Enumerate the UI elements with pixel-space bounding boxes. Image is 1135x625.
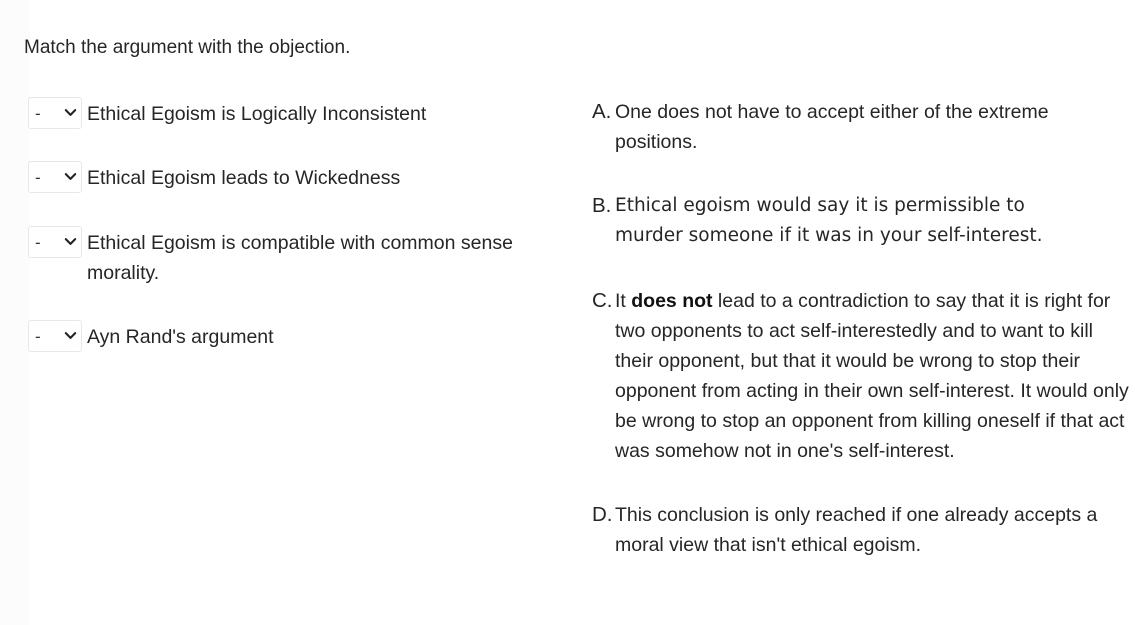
- option-text: One does not have to accept either of the extreme positions.: [615, 101, 1049, 153]
- argument-label: Ayn Rand's argument: [87, 326, 274, 348]
- objection-option-d: [592, 500, 1132, 562]
- option-text-start: It: [615, 290, 632, 312]
- select-value: -: [35, 104, 41, 123]
- objection-option-b: [592, 191, 1132, 253]
- match-row-1: [28, 97, 548, 131]
- objection-option-c: [592, 286, 1132, 468]
- match-row-4: [28, 320, 548, 354]
- option-letter: D.: [592, 503, 613, 526]
- option-text: This conclusion is only reached if one already accepts a moral view that isn't ethical egoism.: [615, 504, 1098, 556]
- chevron-down-icon: [63, 328, 78, 343]
- chevron-down-icon: [63, 234, 78, 249]
- option-text: Ethical egoism would say it is permissible to murder someone if it was in your self-interest.: [615, 195, 1043, 246]
- match-row-2: [28, 161, 548, 195]
- objection-option-a: [592, 97, 1132, 159]
- option-text-emphasis: does not: [631, 290, 713, 312]
- select-value: -: [35, 233, 41, 252]
- option-text-end: lead to a contradiction to say that it is right for two opponents to act self-interestedly and to want to kill their opponent, but that it would be wrong to stop their opponent from acting in their own self-interest. It would only be wrong to stop an opponent from killing oneself if that act was somehow not in one's self-interest.: [615, 290, 1129, 462]
- question-prompt: Match the argument with the objection.: [24, 37, 351, 58]
- argument-label: Ethical Egoism is compatible with common sense morality.: [87, 232, 513, 284]
- option-letter: B.: [592, 194, 612, 217]
- answer-select-4[interactable]: [28, 320, 82, 352]
- left-margin-strip: [0, 0, 30, 625]
- chevron-down-icon: [63, 105, 78, 120]
- answer-select-1[interactable]: [28, 97, 82, 129]
- option-letter: C.: [592, 289, 613, 312]
- answer-select-2[interactable]: [28, 161, 82, 193]
- argument-label: Ethical Egoism leads to Wickedness: [87, 167, 401, 189]
- argument-label: Ethical Egoism is Logically Inconsistent: [87, 103, 427, 125]
- option-text: [615, 286, 1130, 466]
- match-row-3: [28, 226, 548, 290]
- select-value: -: [35, 168, 41, 187]
- answer-select-3[interactable]: [28, 226, 82, 258]
- chevron-down-icon: [63, 169, 78, 184]
- option-letter: A.: [592, 100, 612, 123]
- select-value: -: [35, 327, 41, 346]
